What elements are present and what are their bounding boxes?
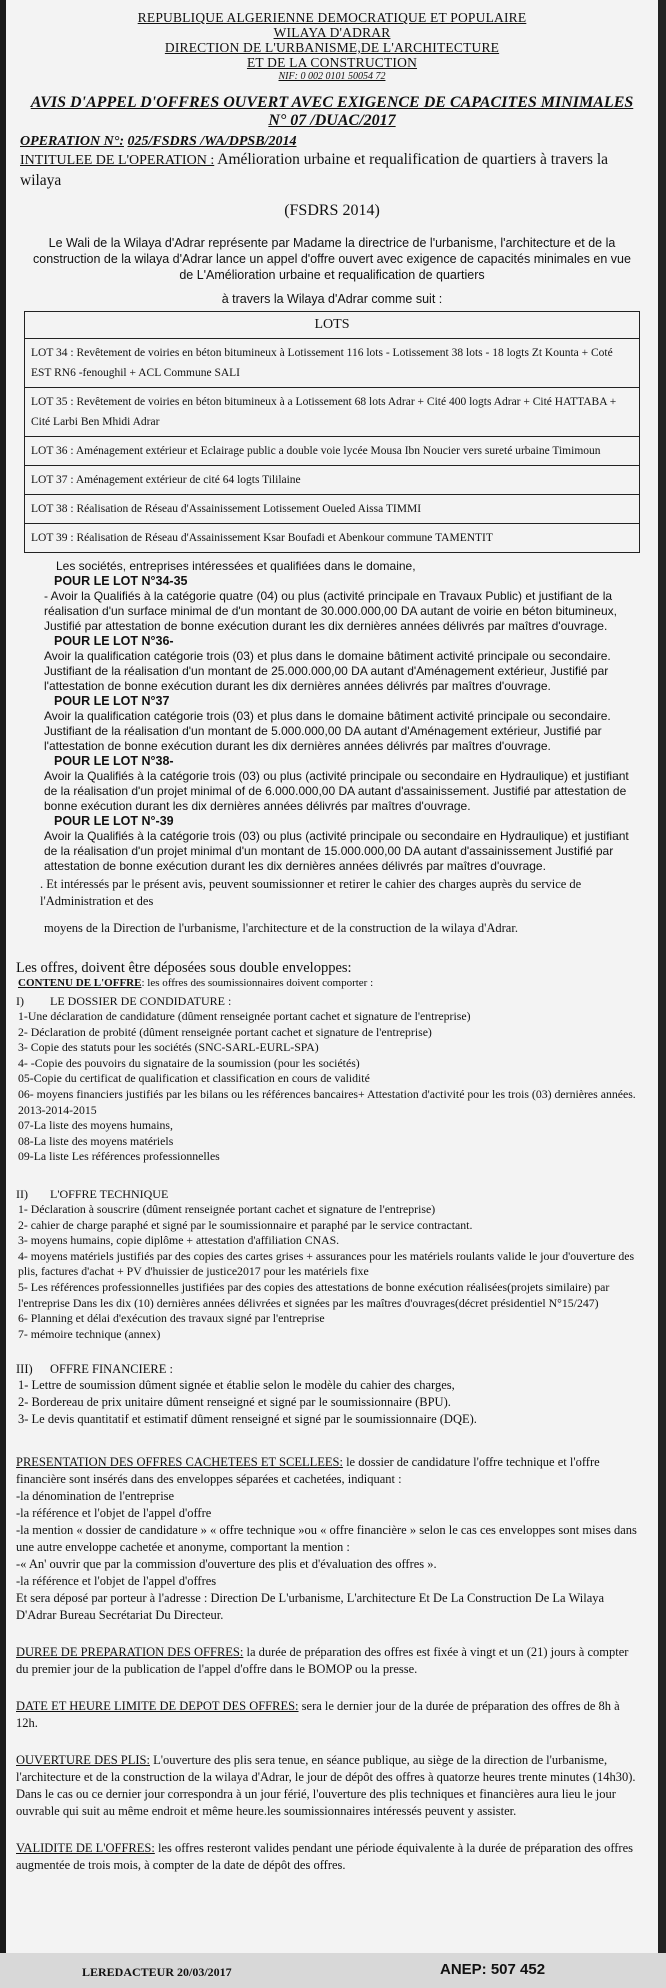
section-title: OFFRE FINANCIERE : — [50, 1362, 173, 1377]
list-item: 5- Les références professionnelles justifiées par des copies des attestations de bonne exécution réalisées(projets similaire) par l'entreprise Dans les dix (10) dernières années délivrées et signées par les maîtres d'ouvrages(décret présidentiel N°15/247) — [18, 1279, 610, 1310]
section-number: III) — [16, 1362, 33, 1377]
condition-lot-label: POUR LE LOT N°36- — [54, 634, 174, 648]
list-item: 4- -Copie des pouvoirs du signataire de la soumission (pour les sociétés) — [18, 1055, 360, 1070]
presentation-offres — [16, 1454, 650, 1624]
date-limite-label: DATE ET HEURE LIMITE DE DEPOT DES OFFRES: — [16, 1699, 299, 1714]
presentation-label: PRESENTATION DES OFFRES CACHETEES ET SCELLEES: — [16, 1455, 343, 1470]
list-item: 09-La liste Les références professionnelles — [18, 1149, 220, 1164]
list-item: 3- moyens humains, copie diplôme + attestation d'affiliation CNAS. — [18, 1233, 340, 1248]
list-item: 05-Copie du certificat de qualification et classification en cours de validité — [18, 1071, 370, 1086]
presentation-text: le dossier de candidature l'offre technique et l'offre financière sont insérés dans des enveloppes séparées et cachetées, indiquant : — [16, 1455, 600, 1487]
list-item: 06- moyens financiers justifiés par les bilans ou les références bancaires+ Attestation d'activité pour les trois (03) dernières années. 2013-2014-2015 — [18, 1086, 636, 1117]
list-item: 1-Une déclaration de candidature (dûment renseignée portant cachet et signature de l'entreprise) — [18, 1009, 471, 1023]
operation-value: 025/FSDRS /WA/DPSB/2014 — [127, 134, 297, 149]
contenu-offre — [18, 977, 650, 990]
ouverture-plis — [16, 1752, 650, 1820]
duree-preparation — [16, 1644, 650, 1678]
date-limite-text: sera le dernier jour de la durée de préparation des offres de 8h à 12h. — [16, 1699, 620, 1731]
section-number: II) — [16, 1186, 28, 1201]
section-title: L'OFFRE TECHNIQUE — [50, 1186, 169, 1201]
section-heading — [16, 1187, 650, 1202]
condition-lot-text: - Avoir la Qualifiés à la catégorie quatre (04) ou plus (activité principale en Travaux Public) et justifiant de la réalisation d'un surface minimal de d'un montant de 30.000.000,00 DA autant de voirie en béton bitumineux, Justifié par attestation de bonne exécution durant les dix dernières années délivrés par maîtres d'ouvrage. — [44, 589, 617, 633]
qualification-conditions — [14, 559, 650, 874]
list-item: 6- Planning et délai d'exécution des travaux signé par l'entreprise — [18, 1311, 325, 1326]
intitule-value: Amélioration urbaine et requalification de quartiers à travers la wilaya — [20, 151, 609, 189]
intitule-label: INTITULEE DE L'OPERATION : — [20, 153, 215, 168]
conditions-intro: Les sociétés, entreprises intéressées et qualifiées dans le domaine, — [56, 559, 416, 573]
validite-text: les offres resteront valides pendant une période équivalente à la durée de préparation des offres augmentée de trois mois, à compter de la date de dépôt des offres. — [16, 1841, 634, 1873]
presentation-line: -la référence et l'objet de l'appel d'offre — [16, 1506, 212, 1521]
intro-continuation: à travers la Wilaya d'Adrar comme suit : — [221, 292, 443, 306]
avis-number: N° 07 /DUAC/2017 — [268, 112, 396, 129]
list-item: 1- Déclaration à souscrire (dûment renseignée portant cachet et signature de l'entreprise) — [18, 1201, 436, 1216]
lot-row: LOT 39 : Réalisation de Réseau d'Assainissement Ksar Boufadi et Abenkour commune TAMENTIT — [25, 524, 640, 553]
condition-lot-text: Avoir la qualification catégorie trois (03) et plus dans le domaine bâtiment activité principale ou secondaire. Justifiant de la réalisation d'un montant de 25.000.000,00 DA autant d'Aménagement extérieur, Justifié par l'attestation de bonne exécution durant les dix dernières années délivrés par maîtres d'ouvrage. — [44, 649, 611, 693]
nif-number: NIF: 0 002 0101 50054 72 — [278, 71, 386, 82]
condition-lot-text: Avoir la qualification catégorie trois (03) et plus dans le domaine bâtiment activité principale ou secondaire. Justifiant de la réalisation d'un montant de 5.000.000,00 DA autant d'Aménagement extérieur, Justifié par l'attestation de bonne exécution durant les dix dernières années délivrés par maîtres d'ouvrage. — [44, 709, 611, 753]
condition-lot-label: POUR LE LOT N°34-35 — [54, 574, 188, 588]
list-item: 08-La liste des moyens matériels — [18, 1133, 174, 1148]
offres-title: Les offres, doivent être déposées sous double enveloppes: — [16, 960, 352, 976]
condition-lot-label: POUR LE LOT N°37 — [54, 694, 170, 708]
header-line-4: ET DE LA CONSTRUCTION — [246, 55, 418, 70]
ouverture-text: L'ouverture des plis sera tenue, en séance publique, au siège de la direction de l'urbanisme, l'architecture et de la construction de la wilaya d'Adrar, le jour de dépôt des offres à quatorze heures trente minutes (14h30). Dans le cas ou ce dernier jour correspondra à un jour férié, l'ouverture des plis techniques et financières aura lieu le jour ouvrable qui suit au même endroit et même heure.les soumissionnaires intéressés peuvent y assister. — [16, 1753, 636, 1819]
list-item: 2- Déclaration de probité (dûment renseignée portant cachet et signature de l'entreprise) — [18, 1024, 432, 1039]
list-item: 07-La liste des moyens humains, — [18, 1118, 173, 1133]
scan-edge-left — [0, 0, 6, 1988]
intro-paragraph: Le Wali de la Wilaya d'Adrar représente par Madame la directrice de l'urbanisme, l'architecture et de la construction de la wilaya d'Adrar lance un appel d'offre ouvert avec exigence de capacités minimales en vue de L'Amélioration urbaine et requalification de quartiers — [33, 236, 631, 282]
fsdrs-label: (FSDRS 2014) — [284, 202, 380, 219]
section-offre-financiere — [16, 1362, 650, 1428]
section-offre-technique — [16, 1187, 650, 1342]
condition-lot-text: Avoir la Qualifiés à la catégorie trois (03) ou plus (activité principale ou secondaire en Hydraulique) et justifiant de la réalisation d'un projet minimal d'un montant de 15.000.000,00 DA autant d'assainissement Justifié par attestation de bonne exécution durant les dix dernières années délivrés par maîtres d'ouvrage. — [44, 829, 629, 873]
presentation-line: -« An' ouvrir que par la commission d'ouverture des plis et d'évaluation des offres ». — [16, 1557, 437, 1572]
lot-row: LOT 36 : Aménagement extérieur et Eclairage public a double voie lycée Mousa Ibn Noucier vers sureté urbaine Timimoun — [25, 437, 640, 466]
list-item: 3- Copie des statuts pour les sociétés (SNC-SARL-EURL-SPA) — [18, 1040, 319, 1055]
header-line-3: DIRECTION DE L'URBANISME,DE L'ARCHITECTURE — [164, 40, 500, 55]
lots-table — [24, 311, 640, 553]
lot-row: LOT 37 : Aménagement extérieur de cité 64 logts Tililaine — [25, 466, 640, 495]
scan-edge-right — [658, 0, 666, 1988]
letterhead — [14, 10, 650, 130]
duree-label: DUREE DE PREPARATION DES OFFRES: — [16, 1645, 244, 1660]
presentation-line: -la référence et l'objet de l'appel d'offres — [16, 1574, 217, 1589]
list-item: 4- moyens matériels justifiés par des copies des cartes grises + assurances pour les matériels roulants valide le jour d'ouverture des plis, factures d'achat + PV d'huissier de justice2017 pour les matériels fixe — [18, 1248, 635, 1279]
lot-row: LOT 38 : Réalisation de Réseau d'Assainissement Lotissement Oueled Aissa TIMMI — [25, 495, 640, 524]
footer-anep: ANEP: 507 452 — [440, 1961, 546, 1978]
contenu-label: CONTENU DE L'OFFRE — [18, 977, 142, 989]
date-limite-depot — [16, 1698, 650, 1732]
lot-row: LOT 35 : Revêtement de voiries en béton bitumineux à a Lotissement 68 lots Adrar + Cité 400 logts Adrar + Cité HATTABA + Cité Larbi Ben Mhidi Adrar — [25, 388, 640, 437]
ouverture-label: OUVERTURE DES PLIS: — [16, 1753, 150, 1768]
condition-lot-label: POUR LE LOT N°-39 — [54, 814, 174, 828]
duree-text: la durée de préparation des offres est fixée à vingt et un (21) jours à compter du premier jour de la publication de l'appel d'offre dans le BOMOP ou la presse. — [16, 1645, 629, 1677]
lot-row: LOT 34 : Revêtement de voiries en béton bitumineux à Lotissement 116 lots - Lotissement 38 lots - 18 logts Zt Kounta + Coté EST RN6 -fenoughil + ACL Commune SALI — [25, 339, 640, 388]
list-item: 3- Le devis quantitatif et estimatif dûment renseigné et signé par le soumissionnaire (DQE). — [18, 1412, 477, 1427]
presentation-line: -la dénomination de l'entreprise — [16, 1489, 175, 1504]
section-number: I) — [16, 994, 24, 1008]
retrait-cahier-charges: . Et intéressés par le présent avis, peuvent soumissionner et retirer le cahier des charges auprès du service de l'Administration et des — [40, 877, 582, 908]
lots-table-header: LOTS — [25, 312, 640, 339]
avis-title: AVIS D'APPEL D'OFFRES OUVERT AVEC EXIGENCE DE CAPACITES MINIMALES — [30, 94, 634, 111]
operation-label: OPERATION N°: — [20, 134, 124, 149]
contenu-text: : les offres des soumissionnaires doivent comporter : — [141, 977, 374, 989]
retrait-cahier-charges-suite: moyens de la Direction de l'urbanisme, l'architecture et de la construction de la wilaya d'Adrar. — [44, 921, 518, 935]
validite-label: VALIDITE DE L'OFFRES: — [16, 1841, 155, 1856]
list-item: 7- mémoire technique (annex) — [18, 1326, 161, 1341]
list-item: 2- cahier de charge paraphé et signé par le soumissionnaire et paraphé par le service contractant. — [18, 1217, 473, 1232]
validite-offres — [16, 1840, 650, 1874]
header-line-1: REPUBLIQUE ALGERIENNE DEMOCRATIQUE ET POPULAIRE — [137, 10, 527, 25]
presentation-line: -la mention « dossier de candidature » « offre technique »ou « offre financière » selon le cas ces enveloppes sont mises dans une autre enveloppe cachetée et anonyme, comportant la mention : — [16, 1523, 637, 1555]
condition-lot-text: Avoir la Qualifiés à la catégorie trois (03) ou plus (activité principale ou secondaire en Hydraulique) et justifiant de la réalisation d'un projet minimal of de 6.000.000,00 DA autant d'assainissement. Justifié par attestation de bonne exécution durant les dix dernières années délivrés par maîtres d'ouvrage. — [44, 769, 629, 813]
document-body — [14, 10, 650, 1874]
section-title: LE DOSSIER DE CONDIDATURE : — [50, 994, 232, 1008]
list-item: 1- Lettre de soumission dûment signée et établie selon le modèle du cahier des charges, — [18, 1378, 455, 1393]
operation-number — [20, 134, 650, 150]
condition-lot-label: POUR LE LOT N°38- — [54, 754, 174, 768]
header-line-2: WILAYA D'ADRAR — [273, 25, 391, 40]
section-heading — [16, 994, 650, 1009]
list-item: 2- Bordereau de prix unitaire dûment renseigné et signé par le soumissionnaire (BPU). — [18, 1395, 451, 1410]
section-dossier-candidature — [16, 994, 650, 1165]
footer-redacteur: LEREDACTEUR 20/03/2017 — [82, 1965, 232, 1979]
presentation-line: Et sera déposé par porteur à l'adresse : Direction De L'urbanisme, L'architecture Et De La Construction De La Wilaya D'Adrar Bureau Secrétariat Du Directeur. — [16, 1591, 605, 1623]
operation-title — [20, 150, 650, 191]
section-heading — [16, 1362, 650, 1377]
